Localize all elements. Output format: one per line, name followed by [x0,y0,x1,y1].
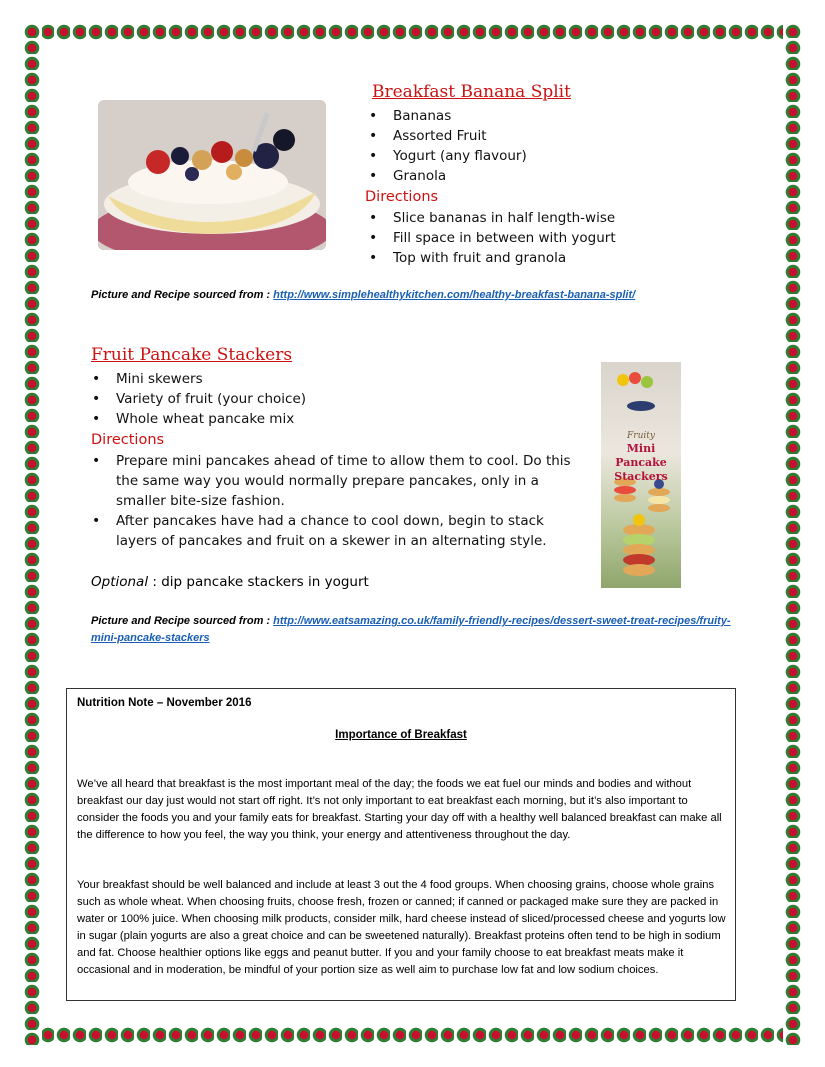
direction-item: • Slice bananas in half length-wise [365,208,765,228]
page-border-bottom [22,1025,803,1045]
recipe2-ingredients [88,369,568,429]
note-paragraph-1: We’ve all heard that breakfast is the most important meal of the day; the foods we eat fuel our minds and bodies and without breakfast our day just would not start off right. It’s not only important to eat breakfast each morning, but it’s also important to consider the foods you and your family eats for breakfast. Starting your day off with a healthy well balanced breakfast can make all the difference to how you feel, the way you think, your energy and attentiveness throughout the day. [77,778,722,841]
nutrition-note-box [66,688,736,1001]
source-label: Picture and Recipe sourced from : [91,289,274,301]
source-label: Picture and Recipe sourced from : [91,615,274,627]
ingredient-item: • Assorted Fruit [365,126,745,146]
recipe1-title: Breakfast Banana Split [372,82,571,102]
recipe2-directions [88,451,574,551]
photo-caption [601,430,681,484]
recipe2-source-link[interactable]: http://www.eatsamazing.co.uk/family-friendly-recipes/dessert-sweet-treat-recipes/fruity-mini-pancake-stackers [91,615,731,644]
photo-caption-line: Fruity [627,431,655,441]
recipe2-title: Fruit Pancake Stackers [91,345,293,365]
page-border-top [22,22,803,42]
photo-caption-line: Mini Pancake [615,442,667,469]
ingredient-item: • Mini skewers [88,369,568,389]
recipe2-optional [91,572,369,592]
direction-item: • Fill space in between with yogurt [365,228,765,248]
page-border-left [22,22,42,1045]
direction-item: • Top with fruit and granola [365,248,765,268]
note-paragraph-2: Your breakfast should be well balanced and include at least 3 out the 4 food groups. When choosing grains, choose whole grains such as whole wheat. When choosing fruits, choose fresh, frozen or canned; if canned or packaged make sure they are packed in water or 100% juice. When choosing milk products, consider milk, hard cheese instead of sliced/processed cheese and yogurts low in sugar (plain yogurts are also a great choice and can be sweetened naturally). Breakfast proteins often tend to be high in sodium and fat. Choose healthier options like eggs and peanut butter. If you and your family choose to eat breakfast meats make it occasional and in moderation, be mindful of your portion size as well aim to purchase low fat and low sodium choices. [77,879,726,976]
banana-split-photo [98,100,326,250]
ingredient-item: • Variety of fruit (your choice) [88,389,568,409]
ingredient-item: • Whole wheat pancake mix [88,409,568,429]
recipe1-directions [365,208,765,268]
recipe1-source [91,287,751,304]
page-border-right [783,22,803,1045]
recipe1-ingredients [365,106,745,186]
note-header: Nutrition Note – November 2016 [77,697,252,709]
ingredient-item: • Yogurt (any flavour) [365,146,745,166]
direction-item: • Prepare mini pancakes ahead of time to allow them to cool. Do this the same way you would normally prepare pancakes, only in a smaller bite-size fashion. [88,451,574,511]
recipe1-directions-label: Directions [365,189,439,205]
recipe2-directions-label: Directions [91,432,165,448]
optional-text: : dip pancake stackers in yogurt [152,574,369,590]
ingredient-item: • Bananas [365,106,745,126]
ingredient-item: • Granola [365,166,745,186]
recipe1-source-link[interactable]: http://www.simplehealthykitchen.com/healthy-breakfast-banana-split/ [273,289,636,301]
note-heading: Importance of Breakfast [335,729,467,741]
direction-item: • After pancakes have had a chance to cool down, begin to stack layers of pancakes and fruit on a skewer in an alternating style. [88,511,574,551]
photo-caption-line: Stackers [614,470,668,483]
optional-label: Optional [91,574,149,590]
recipe2-source [91,613,731,647]
pancake-stackers-photo [601,362,681,588]
